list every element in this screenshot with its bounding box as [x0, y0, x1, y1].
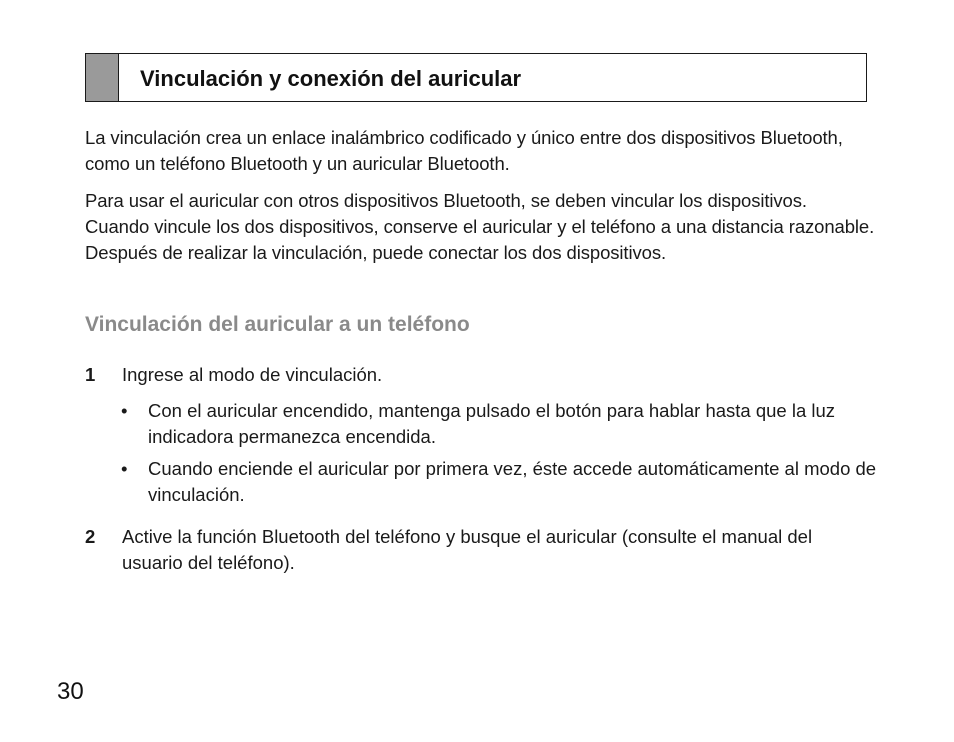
step-text: Active la función Bluetooth del teléfono y busque el auricular (consulte el manual del usuario del teléfono). [122, 526, 813, 573]
section-header [85, 53, 867, 102]
bullet-dot: • [121, 458, 128, 479]
step-number: 2 [85, 526, 96, 547]
bullet-text: Cuando enciende el auricular por primera vez, éste accede automáticamente al modo de vinculación. [148, 458, 877, 505]
intro-paragraph-2: Para usar el auricular con otros dispositivos Bluetooth, se deben vincular los dispositivos. Cuando vincule los dos dispositivos, conserve el auricular y el teléfono a una distancia razonable. Después de realizar la vinculación, puede conectar los dos dispositivos. [85, 190, 875, 263]
intro-paragraph-1: La vinculación crea un enlace inalámbrico codificado y único entre dos dispositivos Bluetooth, como un teléfono Bluetooth y un auricular Bluetooth. [85, 127, 843, 174]
section-title: Vinculación y conexión del auricular [140, 66, 522, 91]
bullet-dot: • [121, 400, 128, 421]
bullet-text: Con el auricular encendido, mantenga pulsado el botón para hablar hasta que la luz indicadora permanezca encendida. [148, 400, 836, 447]
subsection-title: Vinculación del auricular a un teléfono [85, 313, 470, 336]
step-text: Ingrese al modo de vinculación. [122, 364, 383, 385]
section-header-marker [86, 54, 119, 101]
page-number: 30 [57, 678, 84, 705]
step-number: 1 [85, 364, 96, 385]
